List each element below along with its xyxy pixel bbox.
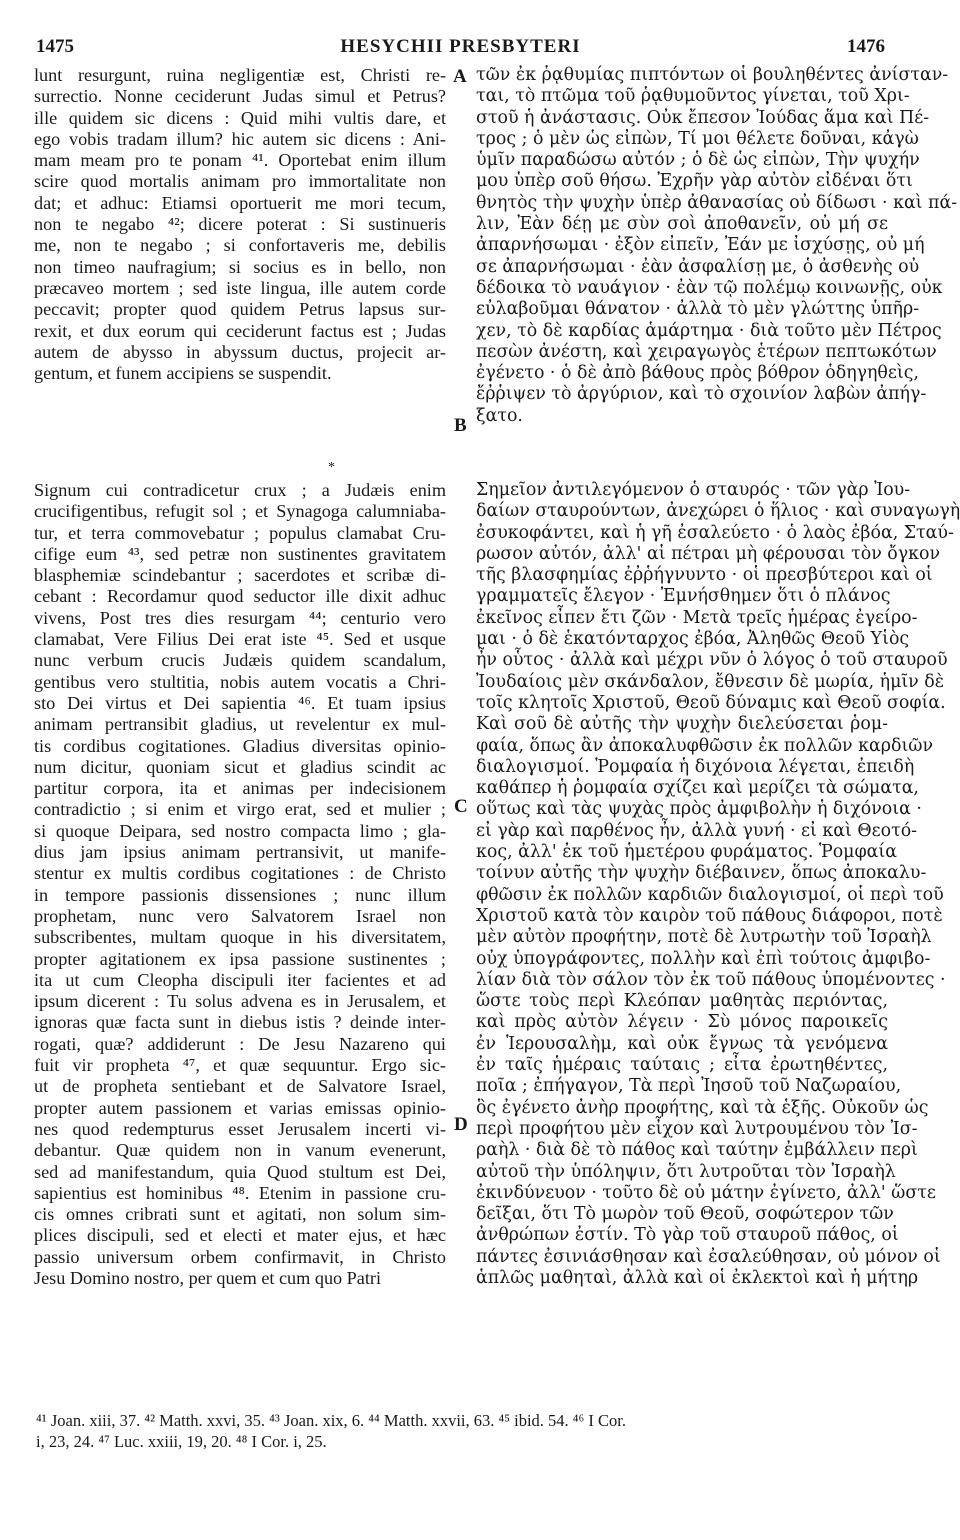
greek-text-line: τοῖς κλητοῖς Χριστοῦ, Θεοῦ δύναμις καὶ Θεοῦ σοφία. bbox=[476, 692, 946, 713]
section-star-mark: * bbox=[328, 460, 335, 475]
greek-text-line: στοῦ ἡ ἀνάστασις. Οὐκ ἔπεσον Ἰούδας ἅμα καὶ Πέ- bbox=[476, 107, 930, 128]
latin-text-line: Signum cui contradicetur crux ; a Judæis enim bbox=[34, 480, 446, 500]
latin-text-line: cebant : Recordamur quod seductor ille dixit adhuc bbox=[34, 586, 446, 607]
greek-text-line: οὐχ ὑπογράφοντες, πολλὴν καὶ ἐπὶ τούτοις ἀμφιβο- bbox=[476, 948, 931, 969]
greek-text-line: δαίων σταυρούντων, ἀνεχώρει ὁ ἥλιος · καὶ συναγωγὴ bbox=[476, 501, 960, 522]
page-number-right: 1476 bbox=[847, 36, 885, 57]
latin-text-line: mam meam pro te ponam ⁴¹. Oportebat enim illum bbox=[34, 150, 446, 171]
margin-letter-c: C bbox=[454, 796, 468, 817]
latin-text-line: tis cordibus cogitationes. Gladius diversitas opinio- bbox=[34, 735, 446, 756]
latin-text-line: sapientius est hominibus ⁴⁸. Etenim in passione cru- bbox=[34, 1182, 446, 1203]
latin-text-line: crucifigentibus, refugit sol ; et Synagoga calumniaba- bbox=[34, 501, 446, 522]
footnote-line: i, 23, 24. ⁴⁷ Luc. xxiii, 19, 20. ⁴⁸ I Cor. i, 25. bbox=[36, 1432, 327, 1451]
latin-text-line: stentur ex multis cordibus cogitationes : de Christo bbox=[34, 863, 446, 884]
latin-text-line: nes quod redempturus esset Jerusalem incerti vi- bbox=[34, 1118, 446, 1139]
greek-text-line: οὕτως καὶ τὰς ψυχὰς πρὸς ἀμφιβολὴν ἡ διχόνοια · bbox=[476, 799, 922, 820]
greek-text-line: φθῶσιν ἐκ πολλῶν καρδιῶν διαλογισμοί, οἱ περὶ τοῦ bbox=[476, 884, 944, 905]
latin-column-block-2 bbox=[34, 480, 446, 1289]
greek-text-line: εἰ γὰρ καὶ παρθένος ἦν, ἀλλὰ γυνή · εἰ καὶ Θεοτό- bbox=[476, 820, 918, 841]
greek-text-line: ἐν ταῖς ἡμέραις ταύταις ; εἶτα ἐρωτηθέντες, bbox=[476, 1055, 888, 1076]
greek-text-line: Ἰουδαίοις μὲν σκάνδαλον, ἔθνεσιν δὲ μωρία, ἡμῖν δὲ bbox=[476, 671, 945, 692]
latin-text-line: ita ut cum Cleopha discipuli iter facientes et ad bbox=[34, 969, 446, 990]
greek-text-line: μὲν αὐτὸν προφήτην, ποτὲ δὲ λυτρωτὴν τοῦ Ἰσραὴλ bbox=[476, 927, 932, 948]
latin-text-line: prophetam, nunc vero Salvatorem Israel non bbox=[34, 905, 446, 926]
latin-text-line: ignoras quæ facta sunt in diebus istis ? deinde inter- bbox=[34, 1012, 446, 1033]
latin-text-line: ut de propheta sentiebant et de Salvatore Israel, bbox=[34, 1076, 446, 1097]
page-header bbox=[0, 36, 921, 60]
latin-text-line: passio universum orbem confirmavit, in Christo bbox=[34, 1246, 446, 1267]
greek-text-line: τῆς βλασφημίας ἐῤῥήγνυντο · οἱ πρεσβύτεροι καὶ οἱ bbox=[476, 565, 933, 586]
greek-text-line: Σημεῖον ἀντιλεγόμενον ὁ σταυρός · τῶν γὰρ Ἰου- bbox=[476, 480, 911, 500]
greek-text-line: ὥστε τοὺς περὶ Κλεόπαν μαθητὰς περιόντας, bbox=[476, 991, 888, 1012]
greek-text-line: σε ἀπαρνήσωμαι · ἐὰν ἀσφαλίσῃ με, ὁ ἀσθενὴς οὐ bbox=[476, 256, 920, 277]
greek-text-line: χεν, τὸ δὲ καρδίας ἁμάρτημα · διὰ τοῦτο μὲν Πέτρος bbox=[476, 320, 942, 341]
page-number-left: 1475 bbox=[36, 36, 74, 57]
greek-text-line: λιν, Ἐὰν δέῃ με σὺν σοὶ ἀποθανεῖν, οὐ μή σε bbox=[476, 214, 888, 235]
latin-text-line: peccavit; propter quod quidem Petrus lapsus sur- bbox=[34, 299, 446, 320]
latin-text-line: fuit vir propheta ⁴⁷, et quæ sequuntur. Ergo sic- bbox=[34, 1055, 446, 1076]
greek-text-line: ἐγένετο · ὁ δὲ ἀπὸ βάθους πρὸς βόθρον ὁδηγηθεὶς, bbox=[476, 363, 919, 384]
greek-text-line: πεσὼν ἀνέστη, καὶ χειραγωγὸς ἑτέρων πεπτωκότων bbox=[476, 341, 937, 362]
greek-text-line: ἐκινδύνευον · τοῦτο δὲ οὐ μάτην ἐγίνετο, ἀλλ' ὥστε bbox=[476, 1182, 936, 1203]
latin-text-line: nunc verbum crucis Judæis quidem scandalum, bbox=[34, 650, 446, 671]
latin-text-line: subscribentes, multam quoque in his diversitatem, bbox=[34, 927, 446, 948]
greek-text-line: ὑμῖν παραδώσω αὐτόν ; ὁ δὲ ὡς εἰπὼν, Τὴν ψυχήν bbox=[476, 150, 920, 171]
greek-text-line: τρος ; ὁ μὲν ὡς εἰπὼν, Τί μοι θέλετε δοῦναι, κἀγὼ bbox=[476, 128, 919, 149]
greek-text-line: ποῖα ; ἐπήγαγον, Τὰ περὶ Ἰησοῦ τοῦ Ναζωραίου, bbox=[476, 1076, 902, 1097]
margin-letter-d: D bbox=[454, 1114, 468, 1135]
latin-text-line: scire quod mortalis animam pro immortalitate non bbox=[34, 171, 446, 192]
greek-text-line: μου ὑπὲρ σοῦ θήσω. Ἐχρῆν γὰρ αὐτὸν εἰδέναι ὅτι bbox=[476, 171, 913, 192]
greek-text-line: πάντες ἐσινιάσθησαν καὶ ἐσαλεύθησαν, οὐ μόνον οἱ bbox=[476, 1246, 941, 1267]
latin-text-line: ego vobis tradam illum? hic autem sic dicens : Ani- bbox=[34, 128, 446, 149]
greek-text-line: ται, τὸ πτῶμα τοῦ ῥᾳθυμοῦντος γίνεται, τοῦ Χρι- bbox=[476, 86, 910, 107]
latin-text-line: autem de abysso in abyssum ductus, projecit ar- bbox=[34, 341, 446, 362]
latin-text-line: propter agitationem ex ipsa passione sustinentes ; bbox=[34, 948, 446, 969]
latin-text-line: lunt resurgunt, ruina negligentiæ est, Christi re- bbox=[34, 65, 446, 85]
greek-text-line: ἀνθρώπων ἐστίν. Τὸ γὰρ τοῦ σταυροῦ πάθος, οἱ bbox=[476, 1225, 899, 1246]
greek-text-line: γραμματεῖς ἔλεγον · Ἐμνήσθημεν ὅτι ὁ πλάνος bbox=[476, 586, 891, 607]
greek-text-line: δεῖξαι, ὅτι Τὸ μωρὸν τοῦ Θεοῦ, σοφώτερον τῶν bbox=[476, 1204, 894, 1225]
latin-text-line: cis omnes cribrati sunt et agitati, non solum sim- bbox=[34, 1204, 446, 1225]
greek-text-line: διαλογισμοί. Ῥομφαία ἡ διχόνοια λέγεται, ἐπειδὴ bbox=[476, 756, 915, 777]
greek-text-line: μαι · ὁ δὲ ἑκατόνταρχος ἐβόα, Ἀληθῶς Θεοῦ Υἱὸς bbox=[476, 629, 910, 650]
latin-column-block-1 bbox=[34, 65, 446, 384]
latin-text-line: partitur corpora, ita et animas per indecisionem bbox=[34, 778, 446, 799]
latin-text-line: rogati, quæ? addiderunt : De Jesu Nazareno qui bbox=[34, 1033, 446, 1054]
greek-text-line: ρωσον αὐτόν, ἀλλ' αἱ πέτραι μὴ φέρουσαι τὸν ὄγκον bbox=[476, 543, 941, 564]
latin-text-line: contradictio ; si enim et virgo erat, sed et mulier ; bbox=[34, 799, 446, 820]
latin-text-line: sto Dei virtus et Dei sapientia ⁴⁶. Et tuam ipsius bbox=[34, 692, 446, 713]
latin-text-line: cifige eum ⁴³, sed petræ non sustinentes gravitatem bbox=[34, 543, 446, 564]
greek-text-line: ἐσυκοφάντει, καὶ ἡ γῆ ἐσαλεύετο · ὁ λαὸς ἐβόα, Σταύ- bbox=[476, 522, 954, 543]
latin-text-line: gentum, et funem accipiens se suspendit. bbox=[34, 363, 332, 384]
latin-text-line: rexit, et dux eorum qui ceciderunt factus est ; Judas bbox=[34, 320, 446, 341]
greek-column-block-1 bbox=[476, 65, 958, 427]
latin-text-line: si quoque Deipara, sed nostro compacta limo ; gla- bbox=[34, 820, 446, 841]
greek-column-block-2 bbox=[476, 480, 960, 1289]
greek-text-line: ὃς ἐγένετο ἀνὴρ προφήτης, καὶ τὰ ἑξῆς. Οὐκοῦν ὡς bbox=[476, 1097, 929, 1118]
greek-text-line: ἁπλῶς μαθηταὶ, ἀλλὰ καὶ οἱ ἐκλεκτοὶ καὶ ἡ μήτηρ bbox=[476, 1267, 919, 1288]
latin-text-line: gentibus vero stultitia, nobis autem vocatis a Chri- bbox=[34, 671, 446, 692]
footnote-line: ⁴¹ Joan. xiii, 37. ⁴² Matth. xxvi, 35. ⁴³ Joan. xix, 6. ⁴⁴ Matth. xxvii, 63. ⁴⁵ ibid. 54. ⁴⁶ I Cor. bbox=[36, 1411, 627, 1430]
greek-text-line: καθάπερ ἡ ῥομφαία σχίζει καὶ μερίζει τὰ σώματα, bbox=[476, 778, 919, 799]
latin-text-line: præcaveo mortem ; sed iste lingua, ille autem corde bbox=[34, 277, 446, 298]
latin-text-line: me, non te negabo ; si confortaveris me, debilis bbox=[34, 235, 446, 256]
margin-letter-b: B bbox=[454, 415, 467, 436]
latin-text-line: surrectio. Nonne ceciderunt Judas simul et Petrus? bbox=[34, 86, 446, 107]
latin-text-line: ille quidem sic dicens : Quid mihi vultis dare, et bbox=[34, 107, 446, 128]
greek-text-line: ἦν οὗτος · ἀλλὰ καὶ μέχρι νῦν ὁ λόγος ὁ τοῦ σταυροῦ bbox=[476, 650, 948, 671]
latin-text-line: debantur. Quæ quidem non in vanum evenerunt, bbox=[34, 1140, 446, 1161]
greek-text-line: δέδοικα τὸ ναυάγιον · ἐὰν τῷ πολέμῳ κοινωνῇς, οὐκ bbox=[476, 277, 943, 298]
greek-text-line: λίαν διὰ τὸν σάλον τὸν ἐκ τοῦ πάθους ὑπομένοντες · bbox=[476, 969, 946, 990]
greek-text-line: ἀπαρνήσωμαι · ἐξὸν εἰπεῖν, Ἐάν με ἰσχύσῃς, οὐ μή bbox=[476, 235, 925, 256]
latin-text-line: tur, et terra commovebatur ; populus clamabat Cru- bbox=[34, 522, 446, 543]
greek-text-line: ξατο. bbox=[476, 405, 523, 426]
latin-text-line: non te negabo ⁴²; dicere poterat : Si sustinueris bbox=[34, 214, 446, 235]
latin-text-line: dat; et adhuc: Etiamsi oportuerit me mori tecum, bbox=[34, 192, 446, 213]
greek-text-line: ἐκεῖνος εἶπεν ἔτι ζῶν · Μετὰ τρεῖς ἡμέρας ἐγείρο- bbox=[476, 607, 918, 628]
latin-text-line: blasphemiæ scindebantur ; sacerdotes et scribæ di- bbox=[34, 565, 446, 586]
latin-text-line: clamabat, Vere Filius Dei erat iste ⁴⁵. Sed et usque bbox=[34, 629, 446, 650]
greek-text-line: Χριστοῦ κατὰ τὸν καιρὸν τοῦ πάθους διάφοροι, ποτὲ bbox=[476, 905, 943, 926]
greek-text-line: Καὶ σοῦ δὲ αὐτῆς τὴν ψυχὴν διελεύσεται ῥομ- bbox=[476, 714, 888, 735]
margin-letter-a: A bbox=[453, 66, 467, 87]
running-title: HESYCHII PRESBYTERI bbox=[340, 36, 581, 57]
greek-text-line: τοίνυν αὐτῆς τὴν ψυχὴν διέβαινεν, ὅπως ἀποκαλυ- bbox=[476, 863, 927, 884]
greek-text-line: κος, ἀλλ' ἐκ τοῦ ἡμετέρου φυράματος. Ῥομφαία bbox=[476, 842, 897, 863]
latin-text-line: Jesu Domino nostro, per quem et cum quo Patri bbox=[34, 1267, 382, 1288]
greek-text-line: ἐν Ἱερουσαλὴμ, καὶ οὐκ ἔγνως τὰ γενόμενα bbox=[476, 1033, 888, 1054]
greek-text-line: φαία, ὅπως ἂν ἀποκαλυφθῶσιν ἐκ πολλῶν καρδιῶν bbox=[476, 735, 934, 756]
latin-text-line: sed ad manifestandum, quia Quod stultum est Dei, bbox=[34, 1161, 446, 1182]
latin-text-line: in tempore passionis dissensiones ; nunc illum bbox=[34, 884, 446, 905]
greek-text-line: αὐτοῦ τὴν ὑπόληψιν, ὅτι λυτροῦται τὸν Ἰσραὴλ bbox=[476, 1161, 896, 1182]
latin-text-line: animam pertransibit gladius, ut revelentur ex mul- bbox=[34, 714, 446, 735]
latin-text-line: non timeo naufragium; si socius es in bello, non bbox=[34, 256, 446, 277]
latin-text-line: propter autem passionem et varias emissas opinio- bbox=[34, 1097, 446, 1118]
latin-text-line: ipsum dicerent : Tu solus advena es in Jerusalem, et bbox=[34, 991, 446, 1012]
latin-text-line: dius jam ipsius animam pertransivit, ut manife- bbox=[34, 842, 446, 863]
latin-text-line: num dicitur, quoniam sicut et gladius scindit ac bbox=[34, 756, 446, 777]
greek-text-line: περὶ προφήτου μὲν εἶχον καὶ λυτρουμένου τὸν Ἰσ- bbox=[476, 1118, 918, 1139]
latin-text-line: vivens, Post tres dies resurgam ⁴⁴; centurio vero bbox=[34, 607, 446, 628]
footnotes bbox=[36, 1410, 896, 1452]
greek-text-line: ἔῤῥιψεν τὸ ἀργύριον, καὶ τὸ σχοινίον λαβὼν ἀπήγ- bbox=[476, 384, 927, 405]
greek-text-line: εὐλαβοῦμαι θάνατον · ἀλλὰ τὸ μὲν γλώττης ὑπῆρ- bbox=[476, 299, 920, 320]
greek-text-line: ραὴλ · διὰ δὲ τὸ πάθος καὶ ταύτην ἐμβάλλειν περὶ bbox=[476, 1140, 918, 1161]
latin-text-line: plices discipuli, sed et electi et mater ejus, et hæc bbox=[34, 1225, 446, 1246]
greek-text-line: καὶ πρὸς αὐτὸν λέγειν · Σὺ μόνος παροικεῖς bbox=[476, 1012, 888, 1033]
greek-text-line: θνητὸς τὴν ψυχὴν ὑπὲρ ἀθανασίας οὐ δίδωσι · καὶ πά- bbox=[476, 192, 958, 213]
greek-text-line: τῶν ἐκ ῥᾳθυμίας πιπτόντων οἱ βουληθέντες ἀνίσταν- bbox=[476, 65, 949, 85]
